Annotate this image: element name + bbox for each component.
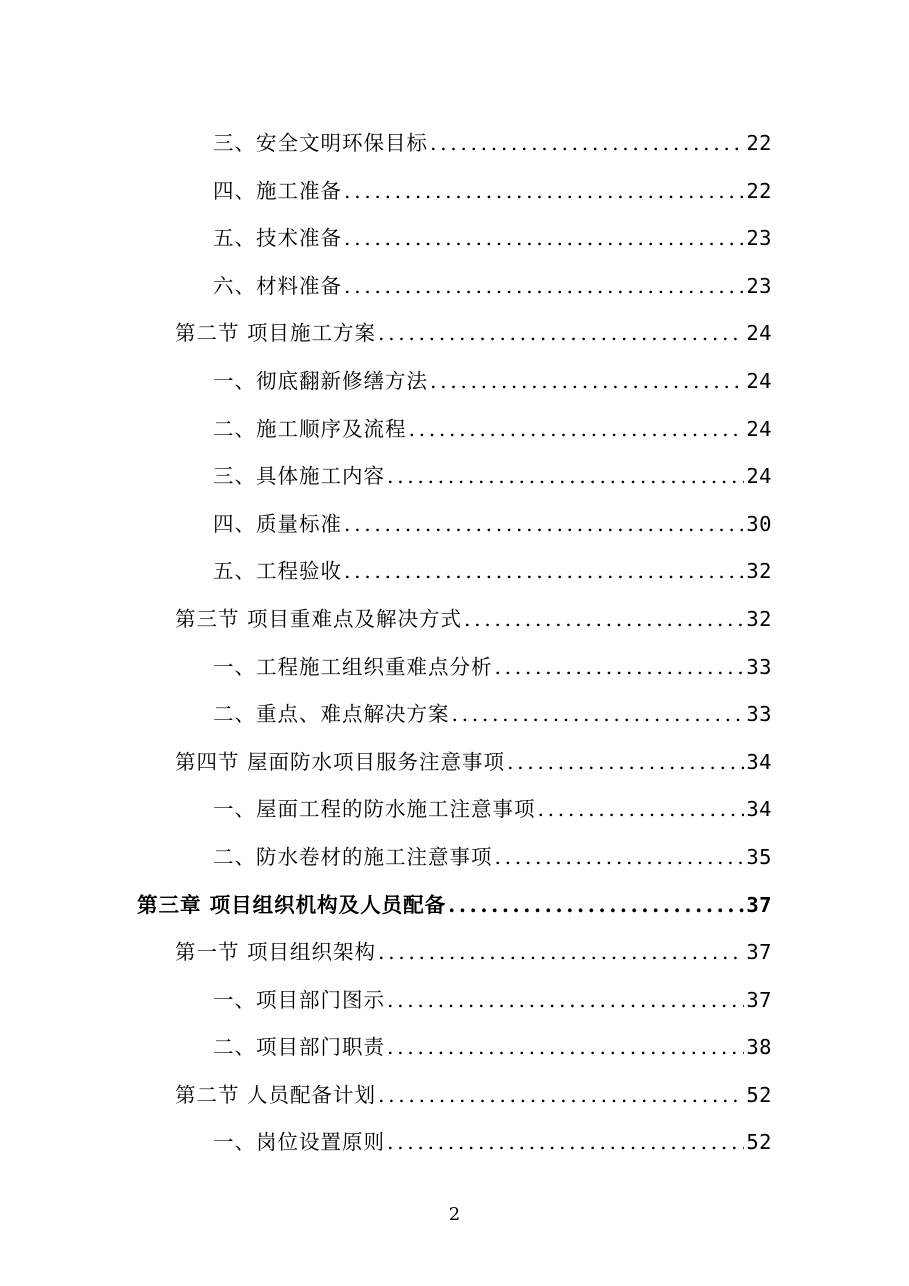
toc-entry[interactable] (0, 501, 909, 549)
toc-entry-page-number: 34 (746, 749, 772, 774)
toc-dot-leader (495, 834, 745, 882)
toc-entry[interactable] (0, 786, 909, 834)
toc-entry-page-number: 34 (746, 797, 772, 822)
page-number: 2 (448, 1204, 461, 1225)
toc-entry-title: 第四节 屋面防水项目服务注意事项 (175, 749, 506, 774)
toc-entry-page-number: 32 (746, 606, 772, 631)
toc-entry-page-number: 23 (746, 273, 772, 298)
toc-dot-leader (430, 358, 744, 406)
toc-entry-page-number: 22 (746, 178, 772, 203)
toc-entry-title: 第二节 项目施工方案 (175, 321, 377, 346)
toc-dot-leader (430, 120, 744, 168)
toc-entry[interactable] (0, 453, 909, 501)
toc-entry[interactable] (0, 215, 909, 263)
toc-entry-page-number: 24 (746, 321, 772, 346)
toc-entry-title: 三、安全文明环保目标 (213, 131, 428, 155)
toc-entry-page-number: 37 (746, 987, 772, 1012)
toc-entry-title: 一、屋面工程的防水施工注意事项 (213, 797, 536, 822)
toc-dot-leader (452, 691, 745, 739)
toc-entry[interactable] (0, 263, 909, 311)
toc-dot-leader (495, 644, 745, 692)
table-of-contents (0, 120, 909, 1167)
toc-entry[interactable] (0, 691, 909, 739)
toc-dot-leader (387, 1024, 744, 1072)
toc-entry-title: 二、项目部门职责 (213, 1035, 385, 1060)
toc-entry-page-number: 35 (746, 844, 772, 869)
toc-entry[interactable] (0, 596, 909, 644)
toc-entry[interactable] (0, 168, 909, 216)
toc-entry-title: 四、质量标准 (213, 511, 342, 536)
toc-dot-leader (387, 1119, 744, 1167)
toc-entry[interactable] (0, 882, 909, 930)
toc-entry-title: 一、项目部门图示 (213, 987, 385, 1012)
toc-entry-title: 一、彻底翻新修缮方法 (213, 368, 428, 393)
toc-entry-page-number: 22 (746, 131, 772, 155)
toc-entry-title: 第三节 项目重难点及解决方式 (175, 606, 463, 631)
toc-entry-title: 三、具体施工内容 (213, 464, 385, 489)
toc-entry[interactable] (0, 548, 909, 596)
toc-dot-leader (378, 929, 744, 977)
toc-entry[interactable] (0, 1119, 909, 1167)
toc-dot-leader (507, 739, 744, 787)
toc-entry-title: 一、工程施工组织重难点分析 (213, 654, 493, 679)
toc-dot-leader (344, 215, 744, 263)
toc-dot-leader (344, 263, 744, 311)
toc-entry-page-number: 37 (746, 940, 772, 965)
toc-entry[interactable] (0, 358, 909, 406)
toc-entry-title: 一、岗位设置原则 (213, 1130, 385, 1155)
toc-entry-title: 二、施工顺序及流程 (213, 416, 407, 441)
toc-entry-page-number: 37 (746, 892, 772, 917)
toc-entry-page-number: 24 (746, 368, 772, 393)
toc-dot-leader (378, 310, 744, 358)
toc-entry-page-number: 38 (746, 1035, 772, 1060)
toc-entry-title: 第二节 人员配备计划 (175, 1082, 377, 1107)
toc-entry-title: 第三章 项目组织机构及人员配备 (137, 892, 447, 917)
toc-entry-page-number: 32 (746, 559, 772, 584)
toc-entry-page-number: 30 (746, 511, 772, 536)
toc-entry-title: 第一节 项目组织架构 (175, 940, 377, 965)
toc-entry[interactable] (0, 834, 909, 882)
toc-entry-page-number: 24 (746, 464, 772, 489)
toc-dot-leader (378, 1072, 744, 1120)
toc-dot-leader (387, 977, 744, 1025)
toc-dot-leader (344, 501, 744, 549)
toc-dot-leader (448, 882, 744, 930)
toc-dot-leader (387, 453, 744, 501)
toc-entry-page-number: 23 (746, 226, 772, 251)
toc-entry[interactable] (0, 739, 909, 787)
toc-dot-leader (464, 596, 744, 644)
toc-entry-title: 四、施工准备 (213, 178, 342, 203)
toc-entry-page-number: 33 (746, 654, 772, 679)
toc-entry-page-number: 52 (746, 1130, 772, 1155)
toc-entry[interactable] (0, 1024, 909, 1072)
toc-entry[interactable] (0, 120, 909, 168)
toc-entry[interactable] (0, 406, 909, 454)
toc-entry[interactable] (0, 310, 909, 358)
toc-dot-leader (344, 548, 744, 596)
toc-dot-leader (409, 406, 745, 454)
toc-entry-page-number: 24 (746, 416, 772, 441)
toc-entry[interactable] (0, 644, 909, 692)
toc-entry-page-number: 33 (746, 702, 772, 727)
toc-dot-leader (538, 786, 745, 834)
toc-dot-leader (344, 168, 744, 216)
toc-entry[interactable] (0, 1072, 909, 1120)
toc-entry-title: 六、材料准备 (213, 273, 342, 298)
toc-entry-page-number: 52 (746, 1082, 772, 1107)
toc-entry-title: 五、工程验收 (213, 559, 342, 584)
toc-entry-title: 五、技术准备 (213, 226, 342, 251)
toc-entry-title: 二、重点、难点解决方案 (213, 702, 450, 727)
toc-entry-title: 二、防水卷材的施工注意事项 (213, 844, 493, 869)
toc-entry[interactable] (0, 929, 909, 977)
toc-entry[interactable] (0, 977, 909, 1025)
